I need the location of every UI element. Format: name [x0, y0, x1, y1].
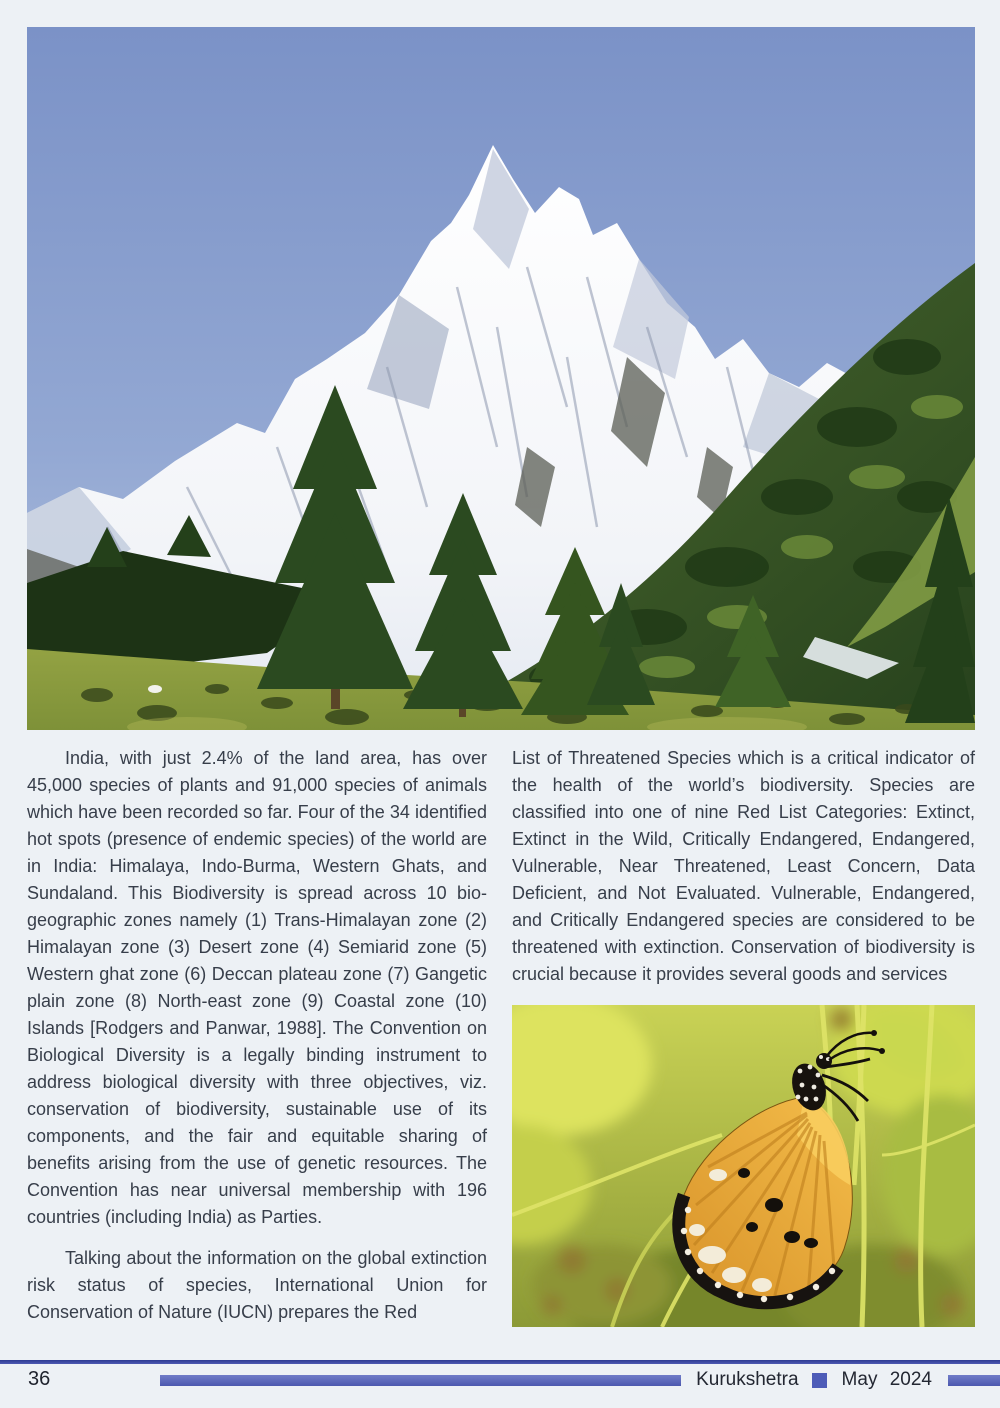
footer-bar-right: [948, 1375, 1000, 1386]
mountain-landscape-photo: [27, 27, 975, 730]
text-column-right: [512, 745, 975, 1327]
footer-bar-left: [160, 1375, 681, 1386]
footer-rule: [0, 1360, 1000, 1364]
footer-row: [160, 1369, 1000, 1390]
footer-separator-square-icon: [812, 1373, 827, 1388]
footer-issue-date: May 2024: [841, 1369, 932, 1390]
paragraph-india-biodiversity: India, with just 2.4% of the land area, has over 45,000 species of plants and 91,000 species of animals which have been recorded so far. Four of the 34 identified hot spots (presence of endemic species) of the world are in India: Himalaya, Indo-Burma, Western Ghats, and Sundaland. This Biodiversity is spread across 10 bio-geographic zones namely (1) Trans-Himalayan zone (2) Himalayan zone (3) Desert zone (4) Semiarid zone (5) Western ghat zone (6) Deccan plateau zone (7) Gangetic plain zone (8) North-east zone (9) Coastal zone (10) Islands [Rodgers and Panwar, 1988]. The Convention on Biological Diversity is a legally binding instrument to address biological diversity with three objectives, viz. conservation of biodiversity, sustainable use of its components, and the fair and equitable sharing of benefits arising from the use of genetic resources. The Convention has near universal membership with 196 countries (including India) as Parties.: [27, 748, 487, 1227]
text-column-left: [27, 745, 487, 1340]
paragraph-iucn-intro: Talking about the information on the global extinction risk status of species, International Union for Conservation of Nature (IUCN) prepares the Red: [27, 1248, 487, 1322]
butterfly-photo: [512, 1005, 975, 1327]
butterfly-drawing: [512, 1005, 975, 1327]
footer-page-number: 36: [28, 1368, 51, 1390]
paragraph-red-list: List of Threatened Species which is a critical indicator of the health of the world’s biodiversity. Species are classified into one of nine Red List Categories: Extinct, Extinct in the Wild, Critically Endangered, Endangered, Vulnerable, Near Threatened, Least Concern, Data Deficient, and Not Evaluated. Vulnerable, Endangered, and Critically Endangered species are considered to be threatened with extinction. Conservation of biodiversity is crucial because it provides several goods and services: [512, 748, 975, 984]
footer-journal-name: Kurukshetra: [696, 1369, 799, 1390]
mountain-landscape-drawing: [27, 27, 975, 730]
